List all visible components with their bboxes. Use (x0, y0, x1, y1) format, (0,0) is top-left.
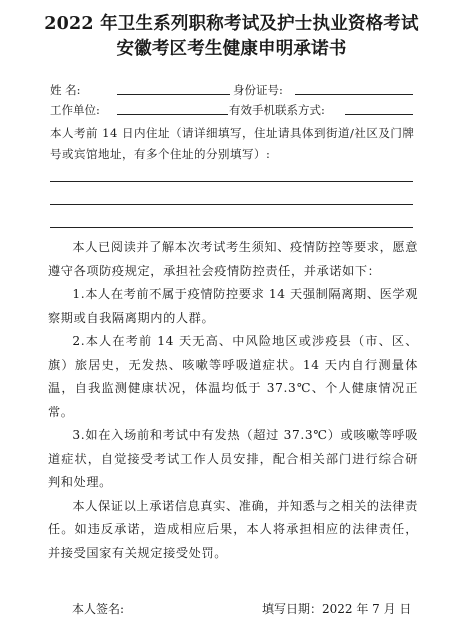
name-field[interactable] (117, 94, 230, 95)
commitment-closing: 本人保证以上承诺信息真实、准确，并知悉与之相关的法律责任。如违反承诺，造成相应后果，本人将承担相应的法律责任，并接受国家有关规定接受处罚。 (48, 498, 418, 560)
document-title-line2: 安徽考区考生健康申明承诺书 (116, 39, 347, 59)
address-line-2[interactable] (50, 204, 413, 205)
id-number-field[interactable] (295, 94, 413, 95)
document-title-line1: 2022 年卫生系列职称考试及护士执业资格考试 (44, 14, 419, 34)
commitment-body (48, 236, 418, 565)
commitment-intro: 本人已阅读并了解本次考试考生须知、疫情防控等要求，愿意遵守各项防疫规定，承担社会疫情防控责任，并承诺如下： (48, 240, 418, 278)
id-number-label: 身份证号: (233, 83, 283, 97)
phone-field[interactable] (345, 114, 413, 115)
commitment-item-3: 3.如在入场前和考试中有发热（超过 37.3℃）或咳嗽等呼吸道症状，自觉接受考试工作人员安排，配合相关部门进行综合研判和处理。 (48, 428, 418, 489)
commitment-item-2: 2.本人在考前 14 天无高、中风险地区或涉疫县（市、区、旗）旅居史，无发热、咳嗽等呼吸道症状。14 天内自行测量体温，自我监测健康状况，体温均低于 37.3℃、个人健康情况正常。 (48, 334, 418, 419)
commitment-item-1: 1.本人在考前不属于疫情防控要求 14 天强制隔离期、医学观察期或自我隔离期内的人群。 (48, 287, 418, 325)
signature-label: 本人签名: (72, 602, 125, 616)
workplace-field[interactable] (117, 114, 228, 115)
address-line-3[interactable] (50, 227, 413, 228)
fill-date-label: 填写日期：2022 年 7 月 日 (262, 602, 412, 616)
address-line-1[interactable] (50, 181, 413, 182)
phone-label: 有效手机联系方式: (229, 103, 325, 117)
name-label: 姓 名: (50, 83, 81, 97)
workplace-label: 工作单位: (50, 103, 100, 117)
address-instruction: 本人考前 14 日内住址（请详细填写，住址请具体到街道/社区及门牌号或宾馆地址，有多个住址的分别填写）: (50, 126, 415, 161)
